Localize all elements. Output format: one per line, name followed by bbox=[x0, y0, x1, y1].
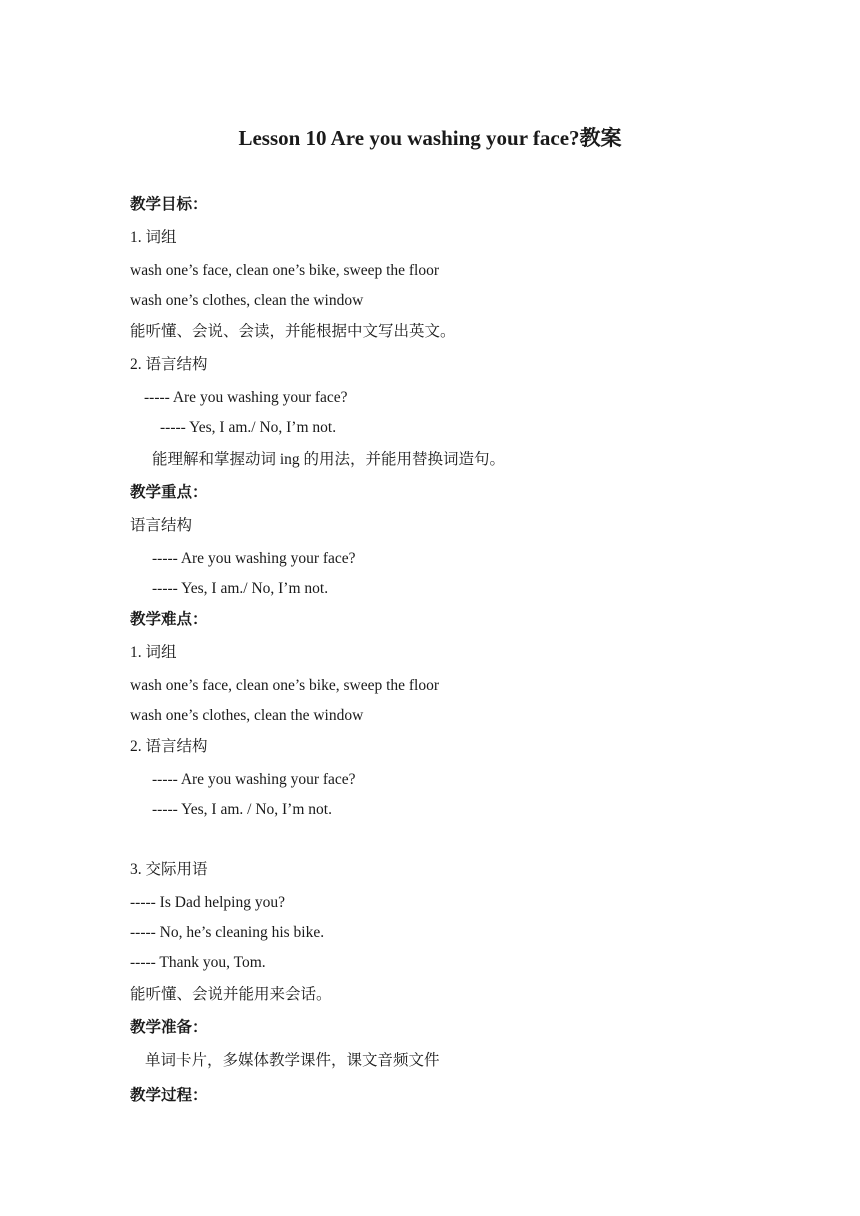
objectives-answer: ----- Yes, I am./ No, I’m not. bbox=[160, 419, 337, 436]
key-points-heading: 教学重点： bbox=[130, 484, 208, 501]
objectives-phrases-heading: 1. 词组 bbox=[130, 229, 177, 246]
objectives-question: ----- Are you washing your face? bbox=[144, 389, 348, 406]
objectives-phrase-goal: 能听懂、会说、会读，并能根据中文写出英文。 bbox=[130, 323, 456, 340]
difficulties-structure-heading: 2. 语言结构 bbox=[130, 738, 208, 755]
objectives-structure-goal: 能理解和掌握动词 ing 的用法，并能用替换词造句。 bbox=[152, 451, 506, 468]
difficulties-dialog-line1: ----- Is Dad helping you? bbox=[130, 894, 285, 911]
preparation-heading: 教学准备： bbox=[130, 1019, 208, 1036]
difficulties-phrase-line2: wash one’s clothes, clean the window bbox=[130, 707, 364, 724]
difficulties-question: ----- Are you washing your face? bbox=[152, 771, 356, 788]
difficulties-expressions-heading: 3. 交际用语 bbox=[130, 861, 208, 878]
key-points-answer: ----- Yes, I am./ No, I’m not. bbox=[152, 580, 329, 597]
objectives-structure-heading: 2. 语言结构 bbox=[130, 356, 208, 373]
difficulties-answer: ----- Yes, I am. / No, I’m not. bbox=[152, 801, 332, 818]
preparation-items: 单词卡片，多媒体教学课件，课文音频文件 bbox=[145, 1052, 440, 1069]
objectives-heading: 教学目标： bbox=[130, 196, 208, 213]
difficulties-dialog-line2: ----- No, he’s cleaning his bike. bbox=[130, 924, 325, 941]
process-heading: 教学过程： bbox=[130, 1087, 208, 1104]
document-title: Lesson 10 Are you washing your face?教案 bbox=[238, 126, 622, 150]
difficulties-expressions-goal: 能听懂、会说并能用来会话。 bbox=[130, 986, 332, 1003]
difficulties-dialog-line3: ----- Thank you, Tom. bbox=[130, 954, 266, 971]
difficulties-phrases-heading: 1. 词组 bbox=[130, 644, 177, 661]
key-points-structure-label: 语言结构 bbox=[130, 517, 193, 534]
difficulties-phrase-line1: wash one’s face, clean one’s bike, sweep the floor bbox=[130, 677, 440, 694]
objectives-phrase-line1: wash one’s face, clean one’s bike, sweep the floor bbox=[130, 262, 440, 279]
key-points-question: ----- Are you washing your face? bbox=[152, 550, 356, 567]
difficulties-heading: 教学难点： bbox=[130, 611, 208, 628]
objectives-phrase-line2: wash one’s clothes, clean the window bbox=[130, 292, 364, 309]
